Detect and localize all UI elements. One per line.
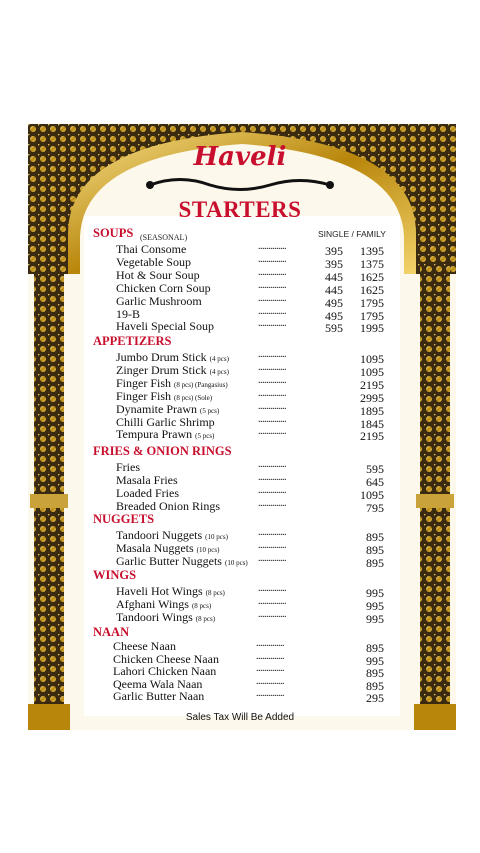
section-heading: FRIES & ONION RINGS [93, 444, 232, 458]
price-family: 2195 [360, 429, 384, 443]
right-pillar [414, 264, 456, 730]
item-name: Thai Consome [116, 242, 187, 256]
price-family: 1095 [360, 352, 384, 366]
price-family: 1795 [360, 296, 384, 310]
item-detail: (5 pcs) [199, 407, 220, 415]
leader-dots: .............. [258, 267, 286, 278]
leader-dots: .............. [258, 527, 286, 538]
section-heading: APPETIZERS [93, 334, 172, 348]
price-family: 1625 [360, 283, 384, 297]
price-family: 645 [366, 475, 384, 489]
item-name: Masala Nuggets [116, 541, 194, 555]
leader-dots: .............. [256, 651, 284, 662]
menu-item-name [116, 610, 215, 625]
item-name: Haveli Special Soup [116, 319, 214, 333]
item-name: Chicken Cheese Naan [113, 652, 219, 666]
item-name: Zinger Drum Stick [116, 363, 207, 377]
item-detail: (10 pcs) [196, 546, 220, 554]
price-single: 445 [325, 283, 343, 297]
item-name: Lahori Chicken Naan [113, 664, 217, 678]
item-detail: (5 pcs) [195, 432, 215, 440]
leader-dots: .............. [258, 293, 286, 304]
leader-dots: .............. [256, 638, 284, 649]
item-detail: (8 pcs) (Pangasius) [174, 381, 228, 389]
price-family: 1845 [360, 417, 384, 431]
price-family: 1095 [360, 488, 384, 502]
item-name: Garlic Mushroom [116, 294, 202, 308]
price-single: 595 [325, 321, 343, 335]
menu-item-name [116, 554, 248, 569]
item-name: 19-B [116, 307, 140, 321]
menu-item-name [116, 319, 214, 334]
leader-dots: .............. [258, 375, 286, 386]
leader-dots: .............. [256, 676, 284, 687]
item-name: Dynamite Prawn [116, 402, 197, 416]
price-family: 895 [366, 543, 384, 557]
menu-item-name [113, 689, 204, 704]
item-name: Chilli Garlic Shrimp [116, 415, 215, 429]
price-family: 1995 [360, 321, 384, 335]
leader-dots: .............. [258, 241, 286, 252]
item-name: Hot & Sour Soup [116, 268, 200, 282]
item-detail: (4 pcs) [209, 368, 229, 376]
haveli-logo: Haveli [193, 142, 287, 172]
leader-dots: .............. [258, 388, 286, 399]
leader-dots: .............. [256, 663, 284, 674]
item-name: Jumbo Drum Stick [116, 350, 207, 364]
item-detail: (8 pcs) [205, 589, 225, 597]
price-family: 795 [366, 501, 384, 515]
item-name: Afghani Wings [116, 597, 189, 611]
item-name: Finger Fish [116, 389, 172, 403]
item-name: Masala Fries [116, 473, 178, 487]
price-family: 1625 [360, 270, 384, 284]
leader-dots: .............. [258, 609, 286, 620]
price-single: 395 [325, 244, 343, 258]
section-heading: NAAN [93, 625, 130, 639]
item-detail: (8 pcs) [195, 615, 216, 623]
item-detail: (10 pcs) [205, 533, 228, 541]
price-single: 495 [325, 296, 343, 310]
leader-dots: .............. [258, 254, 286, 265]
leader-dots: .............. [256, 688, 284, 699]
price-family: 995 [366, 654, 384, 668]
leader-dots: .............. [258, 583, 286, 594]
leader-dots: .............. [258, 306, 286, 317]
item-name: Fries [116, 460, 140, 474]
price-single: 395 [325, 257, 343, 271]
leader-dots: .............. [258, 349, 286, 360]
price-family: 995 [366, 586, 384, 600]
item-name: Tandoori Wings [116, 610, 193, 624]
price-column-header: SINGLE / FAMILY [318, 229, 386, 239]
price-family: 895 [366, 641, 384, 655]
leader-dots: .............. [258, 280, 286, 291]
item-name: Cheese Naan [113, 639, 176, 653]
leader-dots: .............. [258, 596, 286, 607]
price-family: 1395 [360, 244, 384, 258]
price-family: 2995 [360, 391, 384, 405]
price-family: 1375 [360, 257, 384, 271]
item-name: Breaded Onion Rings [116, 499, 220, 513]
price-family: 995 [366, 599, 384, 613]
leader-dots: .............. [258, 540, 286, 551]
scroll-divider-icon [140, 176, 340, 194]
leader-dots: .............. [258, 459, 286, 470]
section-note: (SEASONAL) [140, 233, 188, 242]
page-title: STARTERS [178, 197, 302, 222]
price-single: 495 [325, 309, 343, 323]
price-family: 295 [366, 691, 384, 705]
price-family: 895 [366, 530, 384, 544]
item-name: Chicken Corn Soup [116, 281, 211, 295]
item-detail: (8 pcs) [191, 602, 212, 610]
leader-dots: .............. [258, 498, 286, 509]
leader-dots: .............. [258, 472, 286, 483]
item-name: Garlic Butter Nuggets [116, 554, 222, 568]
item-detail: (10 pcs) [224, 559, 248, 567]
tax-note: Sales Tax Will Be Added [185, 712, 295, 723]
price-single: 445 [325, 270, 343, 284]
left-pillar [28, 264, 70, 730]
leader-dots: .............. [258, 362, 286, 373]
item-detail: (8 pcs) (Sole) [174, 394, 213, 402]
price-family: 1095 [360, 365, 384, 379]
leader-dots: .............. [258, 318, 286, 329]
section-heading: WINGS [93, 568, 137, 582]
menu-item-name [116, 427, 214, 442]
leader-dots: .............. [258, 414, 286, 425]
price-family: 1895 [360, 404, 384, 418]
item-name: Finger Fish [116, 376, 172, 390]
item-detail: (4 pcs) [209, 355, 229, 363]
price-family: 1795 [360, 309, 384, 323]
item-name: Tempura Prawn [116, 427, 193, 441]
price-family: 595 [366, 462, 384, 476]
item-name: Tandoori Nuggets [116, 528, 203, 542]
price-family: 895 [366, 679, 384, 693]
leader-dots: .............. [258, 485, 286, 496]
price-family: 2195 [360, 378, 384, 392]
item-name: Qeema Wala Naan [113, 677, 203, 691]
leader-dots: .............. [258, 401, 286, 412]
item-name: Garlic Butter Naan [113, 689, 205, 703]
item-name: Vegetable Soup [116, 255, 191, 269]
section-heading: SOUPS [93, 226, 134, 240]
price-family: 895 [366, 556, 384, 570]
leader-dots: .............. [258, 553, 286, 564]
item-name: Haveli Hot Wings [116, 584, 203, 598]
price-family: 895 [366, 666, 384, 680]
price-family: 995 [366, 612, 384, 626]
item-name: Loaded Fries [116, 486, 179, 500]
section-heading: NUGGETS [93, 512, 155, 526]
leader-dots: .............. [258, 426, 286, 437]
